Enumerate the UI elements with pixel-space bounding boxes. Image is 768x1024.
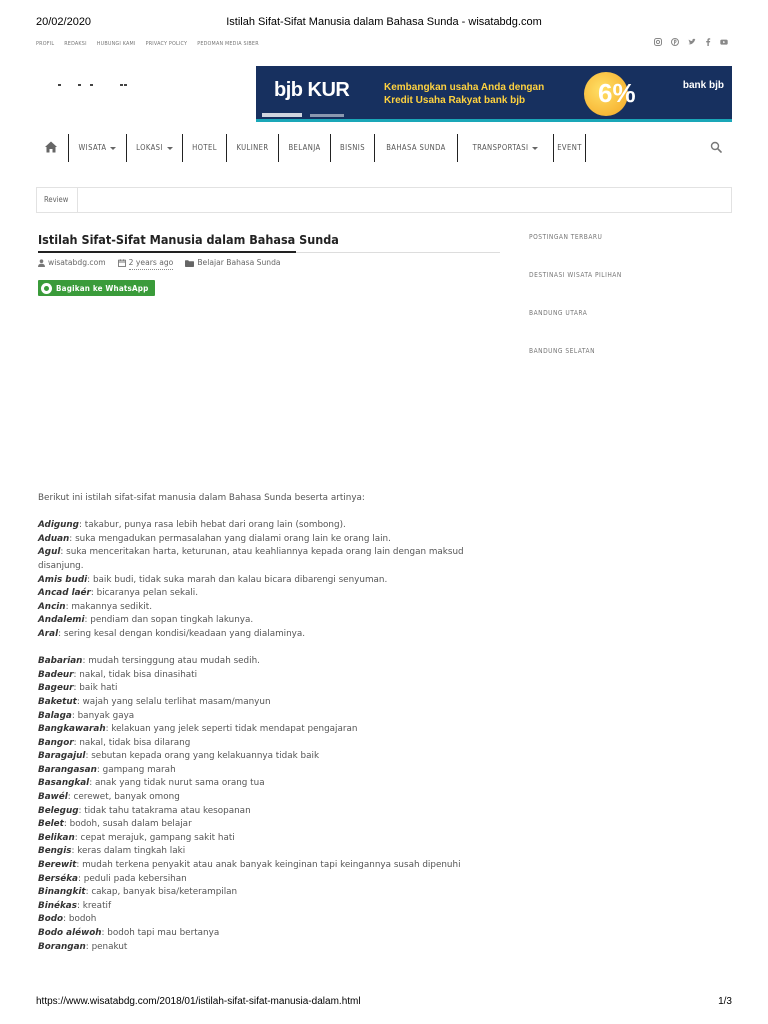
definition-text: banyak gaya xyxy=(77,710,135,721)
definition-text: cepat merajuk, gampang sakit hati xyxy=(80,832,235,843)
definition-row: Barangasan: gampang marah xyxy=(38,764,176,775)
definition-row: Bageur: baik hati xyxy=(38,683,118,694)
definition-term: Bangor xyxy=(38,737,74,748)
meta-time xyxy=(118,257,174,269)
nav-item-label: WISATA xyxy=(78,143,107,152)
nav-item-kuliner[interactable] xyxy=(226,134,278,162)
banner-tagline-line-2: Kredit Usaha Rakyat bank bjb xyxy=(384,95,526,106)
definition-row: Belet: bodoh, susah dalam belajar xyxy=(38,819,192,830)
print-date: 20/02/2020 xyxy=(36,16,92,28)
banner-tagline xyxy=(384,81,544,107)
top-link-pedoman-media-siber[interactable]: PEDOMAN MEDIA SIBER xyxy=(197,41,259,47)
meta-author[interactable] xyxy=(38,257,106,269)
banner-bank-logo xyxy=(683,80,724,91)
instagram-icon[interactable] xyxy=(654,38,662,46)
article-title: Istilah Sifat-Sifat Manusia dalam Bahasa Sunda xyxy=(38,232,339,247)
facebook-icon[interactable] xyxy=(705,38,711,46)
definition-text: cakap, banyak bisa/keterampilan xyxy=(91,887,238,898)
nav-item-lokasi[interactable] xyxy=(126,134,182,162)
definition-row: Bodo: bodoh xyxy=(38,914,97,925)
definition-row: Binangkit: cakap, banyak bisa/keterampilan xyxy=(38,887,238,898)
definition-row: Andalemi: pendiam dan sopan tingkah lakunya. xyxy=(38,615,254,626)
banner-rate: 6% xyxy=(598,78,636,108)
definition-row: Baketut: wajah yang selalu terlihat masam/manyun xyxy=(38,696,271,707)
definition-text: pendiam dan sopan tingkah lakunya. xyxy=(90,615,254,626)
definition-term: Amis budi xyxy=(38,574,88,585)
definition-term: Binékas xyxy=(38,900,77,911)
definition-row: Adigung: takabur, punya rasa lebih hebat dari orang lain (sombong). xyxy=(38,520,346,531)
definition-text: takabur, punya rasa lebih hebat dari orang lain (sombong). xyxy=(84,520,346,531)
definition-text: bicaranya pelan sekali. xyxy=(96,588,199,599)
nav-item-label: BISNIS xyxy=(340,143,365,152)
definition-text: bodoh, susah dalam belajar xyxy=(69,819,192,830)
definition-row: Aduan: suka mengadukan permasalahan yang dialami orang lain ke orang lain. xyxy=(38,533,391,544)
whatsapp-share-button[interactable] xyxy=(38,280,155,296)
definition-text: makannya sedikit. xyxy=(71,601,152,612)
whatsapp-icon xyxy=(41,283,52,294)
definition-group xyxy=(38,519,508,641)
definition-text: peduli pada kebersihan xyxy=(83,873,187,884)
definition-term: Bageur xyxy=(38,683,74,694)
definition-text: bodoh xyxy=(68,914,97,925)
nav-item-bisnis[interactable] xyxy=(330,134,374,162)
definition-term: Baragajul xyxy=(38,751,86,762)
meta-author-name: wisatabdg.com xyxy=(48,258,106,267)
home-icon[interactable] xyxy=(44,140,58,154)
nav-item-label: LOKASI xyxy=(136,143,163,152)
definition-row: Ancad laér: bicaranya pelan sekali. xyxy=(38,588,199,599)
banner-strip xyxy=(262,113,302,117)
nav-item-bahasa-sunda[interactable] xyxy=(374,134,457,162)
definition-text: anak yang tidak nurut sama orang tua xyxy=(94,778,265,789)
user-icon xyxy=(38,259,45,267)
print-page-number: 1/3 xyxy=(718,996,732,1007)
definition-row: Belegug: tidak tahu tatakrama atau kesopanan xyxy=(38,805,251,816)
definition-text: penakut xyxy=(91,941,128,952)
definition-row: Aral: sering kesal dengan kondisi/keadaan yang dialaminya. xyxy=(38,628,306,639)
definition-text: gampang marah xyxy=(102,764,176,775)
definition-row: Belikan: cepat merajuk, gampang sakit hati xyxy=(38,832,235,843)
nav-item-transportasi[interactable] xyxy=(457,134,553,162)
definition-groups xyxy=(38,519,508,954)
banner-brand: bjb KUR xyxy=(274,79,350,101)
top-links xyxy=(36,38,259,50)
youtube-icon[interactable] xyxy=(720,38,728,46)
print-url: https://www.wisatabdg.com/2018/01/istilah-sifat-sifat-manusia-dalam.html xyxy=(36,996,361,1007)
nav-item-label: BELANJA xyxy=(288,143,321,152)
banner-strip-2 xyxy=(310,114,344,117)
definition-row: Agul: suka menceritakan harta, keturunan, atau keahliannya kepada orang lain dengan maksud disanjung. xyxy=(38,547,464,571)
definition-text: kreatif xyxy=(82,900,112,911)
definition-row: Bodo aléwoh: bodoh tapi mau bertanya xyxy=(38,928,220,938)
chevron-down-icon xyxy=(167,147,173,150)
definition-text: mudah terkena penyakit atau anak banyak keinginan tapi keingannya susah dipenuhi xyxy=(82,860,461,871)
banner-ad[interactable] xyxy=(256,66,732,122)
definition-row: Ancin: makannya sedikit. xyxy=(38,601,152,612)
nav-item-wisata[interactable] xyxy=(68,134,126,162)
definition-group xyxy=(38,655,508,954)
sidebar xyxy=(529,232,729,384)
twitter-icon[interactable] xyxy=(688,38,696,46)
banner-bank-name: bank bjb xyxy=(682,80,724,91)
top-link-privacy-policy[interactable]: PRIVACY POLICY xyxy=(145,41,188,47)
top-link-redaksi[interactable]: REDAKSI xyxy=(64,41,87,47)
definition-term: Belikan xyxy=(38,832,75,843)
top-link-hubungi-kami[interactable]: HUBUNGI KAMI xyxy=(96,41,136,47)
article-body xyxy=(38,492,508,968)
review-ticker xyxy=(36,187,732,213)
definition-text: mudah tersinggung atau mudah sedih. xyxy=(88,656,260,667)
definition-row: Amis budi: baik budi, tidak suka marah dan kalau bicara dibarengi senyuman. xyxy=(38,574,388,585)
nav-item-belanja[interactable] xyxy=(278,134,330,162)
article-intro: Berikut ini istilah sifat-sifat manusia dalam Bahasa Sunda beserta artinya: xyxy=(38,493,365,503)
definition-row: Balaga: banyak gaya xyxy=(38,710,135,721)
nav-item-label: TRANSPORTASI xyxy=(472,143,529,152)
definition-row: Badeur: nakal, tidak bisa dinasihati xyxy=(38,669,198,680)
definition-row: Bangkawarah: kelakuan yang jelek seperti tidak mendapat pengajaran xyxy=(38,724,358,735)
definition-row: Berséka: peduli pada kebersihan xyxy=(38,873,187,884)
review-divider xyxy=(77,188,78,212)
definition-term: Barangasan xyxy=(38,764,97,775)
sidebar-heading-bandung-selatan[interactable]: BANDUNG SELATAN xyxy=(529,347,596,355)
chevron-down-icon xyxy=(532,147,538,150)
article-meta xyxy=(38,257,281,269)
sidebar-heading-bandung-utara[interactable]: BANDUNG UTARA xyxy=(529,309,588,317)
chevron-down-icon xyxy=(110,147,116,150)
main-nav xyxy=(36,130,732,166)
title-underline xyxy=(38,252,500,253)
definition-term: Belet xyxy=(38,819,64,830)
definition-term: Baketut xyxy=(38,696,77,707)
definition-row: Borangan: penakut xyxy=(38,941,128,952)
definition-term: Balaga xyxy=(38,710,72,721)
definition-text: nakal, tidak bisa dilarang xyxy=(79,737,191,748)
top-link-profil[interactable]: PROFIL xyxy=(36,41,55,47)
definition-text: bodoh tapi mau bertanya xyxy=(107,928,220,938)
site-logo[interactable] xyxy=(58,84,138,88)
definition-term: Aduan xyxy=(38,533,70,544)
definition-term: Aral xyxy=(38,628,59,639)
whatsapp-share-label: Bagikan ke WhatsApp xyxy=(56,283,149,293)
definition-text: sebutan kepada orang yang kelakuannya tidak baik xyxy=(91,751,320,762)
definition-term: Bengis xyxy=(38,846,72,857)
banner-tagline-line-1: Kembangkan usaha Anda dengan xyxy=(384,82,545,93)
definition-row: Babarian: mudah tersinggung atau mudah sedih. xyxy=(38,656,260,667)
definition-text: suka menceritakan harta, keturunan, atau keahliannya kepada orang lain dengan maksud disanjung. xyxy=(38,547,464,571)
definition-term: Bangkawarah xyxy=(38,724,106,735)
nav-item-label: EVENT xyxy=(557,143,582,152)
print-footer xyxy=(36,996,732,1010)
definition-row: Bawél: cerewet, banyak omong xyxy=(38,792,180,803)
definition-text: baik hati xyxy=(79,683,118,694)
nav-item-label: KULINER xyxy=(236,143,269,152)
nav-item-hotel[interactable] xyxy=(182,134,226,162)
meta-category-name: Belajar Bahasa Sunda xyxy=(197,258,281,267)
definition-text: wajah yang selalu terlihat masam/manyun xyxy=(82,696,271,707)
definition-term: Adigung xyxy=(38,520,79,531)
nav-item-event[interactable] xyxy=(553,134,586,162)
definition-term: Binangkit xyxy=(38,887,86,898)
sidebar-heading-postingan-terbaru[interactable]: POSTINGAN TERBARU xyxy=(529,233,603,241)
definition-row: Berewit: mudah terkena penyakit atau anak banyak keinginan tapi keingannya susah dipenuhi xyxy=(38,860,461,871)
print-header xyxy=(36,16,732,30)
definition-term: Bodo aléwoh xyxy=(38,928,102,938)
top-utility-bar xyxy=(36,38,732,52)
definition-term: Babarian xyxy=(38,656,83,667)
definition-term: Belegug xyxy=(38,805,79,816)
nav-item-label: BAHASA SUNDA xyxy=(386,143,446,152)
definition-term: Berséka xyxy=(38,873,78,884)
meta-category[interactable] xyxy=(185,257,280,269)
definition-term: Agul xyxy=(38,547,61,558)
definition-term: Basangkal xyxy=(38,778,90,789)
definition-text: kelakuan yang jelek seperti tidak mendapat pengajaran xyxy=(111,724,358,735)
definition-term: Ancin xyxy=(38,601,66,612)
calendar-icon xyxy=(118,259,126,267)
review-label: Review xyxy=(44,195,69,204)
definition-row: Binékas: kreatif xyxy=(38,900,112,911)
social-icons xyxy=(654,38,728,46)
definition-term: Bodo xyxy=(38,914,64,925)
definition-term: Andalemi xyxy=(38,615,85,626)
definition-row: Bangor: nakal, tidak bisa dilarang xyxy=(38,737,191,748)
definition-text: sering kesal dengan kondisi/keadaan yang dialaminya. xyxy=(63,628,306,639)
definition-text: keras dalam tingkah laki xyxy=(77,846,186,857)
definition-row: Basangkal: anak yang tidak nurut sama orang tua xyxy=(38,778,265,789)
definition-term: Berewit xyxy=(38,860,77,871)
meta-time-text: 2 years ago xyxy=(129,257,174,270)
definition-term: Borangan xyxy=(38,941,86,952)
definition-text: baik budi, tidak suka marah dan kalau bicara dibarengi senyuman. xyxy=(92,574,388,585)
nav-item-label: HOTEL xyxy=(192,143,217,152)
definition-text: suka mengadukan permasalahan yang dialami orang lain ke orang lain. xyxy=(75,533,391,544)
print-title: Istilah Sifat-Sifat Manusia dalam Bahasa Sunda - wisatabdg.com xyxy=(226,16,542,28)
definition-row: Bengis: keras dalam tingkah laki xyxy=(38,846,186,857)
sidebar-heading-destinasi-wisata[interactable]: DESTINASI WISATA PILIHAN xyxy=(529,271,622,279)
definition-term: Badeur xyxy=(38,669,74,680)
search-icon[interactable] xyxy=(710,141,722,153)
pinterest-icon[interactable] xyxy=(671,38,679,46)
definition-text: tidak tahu tatakrama atau kesopanan xyxy=(84,805,251,816)
definition-term: Ancad laér xyxy=(38,588,91,599)
definition-row: Baragajul: sebutan kepada orang yang kelakuannya tidak baik xyxy=(38,751,320,762)
definition-text: nakal, tidak bisa dinasihati xyxy=(79,669,198,680)
definition-term: Bawél xyxy=(38,792,68,803)
definition-text: cerewet, banyak omong xyxy=(73,792,180,803)
folder-icon xyxy=(185,260,194,267)
